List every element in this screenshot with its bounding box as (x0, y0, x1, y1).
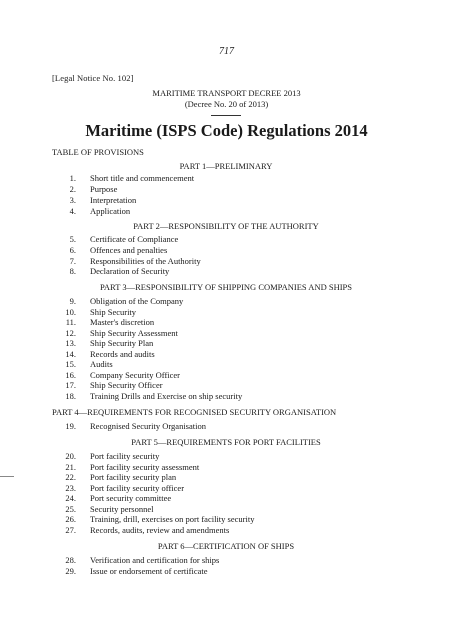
provision-number: 16. (65, 370, 76, 380)
provision-number: 4. (69, 206, 76, 216)
provision-number: 26. (65, 514, 76, 524)
decree-number: (Decree No. 20 of 2013) (184, 99, 269, 109)
provision-title: Ship Security Officer (90, 380, 163, 390)
provision-title: Port facility security (90, 451, 160, 461)
provision-number: 20. (65, 451, 76, 461)
provision-number: 23. (65, 483, 76, 493)
provision-number: 25. (65, 504, 76, 514)
provision-title: Short title and commencement (90, 173, 195, 183)
provision-title: Training, drill, exercises on port facility security (90, 514, 255, 524)
provision-title: Records and audits (90, 349, 155, 359)
provision-number: 11. (65, 317, 76, 327)
provision-title: Ship Security Assessment (90, 328, 178, 338)
provision-number: 22. (65, 472, 76, 482)
provision-number: 7. (69, 256, 76, 266)
toc-heading: TABLE OF PROVISIONS (52, 147, 144, 157)
provision-title: Interpretation (90, 195, 137, 205)
provision-number: 8. (69, 266, 76, 276)
part-heading: PART 6—CERTIFICATION OF SHIPS (157, 541, 295, 551)
provision-number: 12. (65, 328, 76, 338)
provision-number: 6. (69, 245, 76, 255)
provision-title: Port facility security plan (90, 472, 177, 482)
provision-number: 18. (65, 391, 76, 401)
provision-number: 5. (69, 234, 76, 244)
provision-title: Port facility security officer (90, 483, 185, 493)
provision-title: Master's discretion (90, 317, 155, 327)
provision-number: 2. (69, 184, 76, 194)
provision-title: Training Drills and Exercise on ship security (90, 391, 243, 401)
provision-number: 21. (65, 462, 76, 472)
provision-number: 9. (69, 296, 76, 306)
provision-title: Port facility security assessment (90, 462, 200, 472)
title-rule (211, 115, 241, 116)
part-heading: PART 1—PRELIMINARY (179, 161, 273, 171)
provision-number: 28. (65, 555, 76, 565)
provision-title: Recognised Security Organisation (90, 421, 206, 431)
provision-title: Records, audits, review and amendments (90, 525, 230, 535)
part-heading: PART 5—REQUIREMENTS FOR PORT FACILITIES (131, 437, 321, 447)
legal-notice: [Legal Notice No. 102] (52, 73, 134, 83)
provision-number: 27. (65, 525, 76, 535)
provision-number: 29. (65, 566, 76, 576)
part-heading: PART 4—REQUIREMENTS FOR RECOGNISED SECURITY ORGANISATION (52, 407, 337, 417)
page-number: 717 (219, 46, 234, 57)
provision-title: Declaration of Security (90, 266, 170, 276)
provision-title: Security personnel (90, 504, 154, 514)
provision-title: Ship Security (90, 307, 137, 317)
provision-title: Responsibilities of the Authority (90, 256, 201, 266)
provision-title: Purpose (90, 184, 118, 194)
provision-number: 10. (65, 307, 76, 317)
decree-title: MARITIME TRANSPORT DECREE 2013 (152, 88, 301, 98)
provision-number: 15. (65, 359, 76, 369)
provision-title: Verification and certification for ships (90, 555, 220, 565)
provision-number: 19. (65, 421, 76, 431)
regulations-title: Maritime (ISPS Code) Regulations 2014 (85, 121, 368, 140)
provision-title: Company Security Officer (90, 370, 181, 380)
provision-title: Certificate of Compliance (90, 234, 179, 244)
provision-title: Offences and penalties (90, 245, 168, 255)
provision-number: 14. (65, 349, 76, 359)
provision-title: Issue or endorsement of certificate (90, 566, 208, 576)
provision-number: 3. (69, 195, 76, 205)
part-heading: PART 3—RESPONSIBILITY OF SHIPPING COMPANIES AND SHIPS (99, 282, 353, 292)
provision-number: 17. (65, 380, 76, 390)
provision-title: Audits (90, 359, 113, 369)
provision-number: 1. (69, 173, 76, 183)
provision-title: Port security committee (90, 493, 172, 503)
provision-title: Obligation of the Company (90, 296, 184, 306)
part-heading: PART 2—RESPONSIBILITY OF THE AUTHORITY (133, 221, 319, 231)
provision-number: 13. (65, 338, 76, 348)
provision-number: 24. (65, 493, 76, 503)
provision-title: Application (90, 206, 131, 216)
margin-mark (0, 476, 14, 477)
provision-title: Ship Security Plan (90, 338, 154, 348)
